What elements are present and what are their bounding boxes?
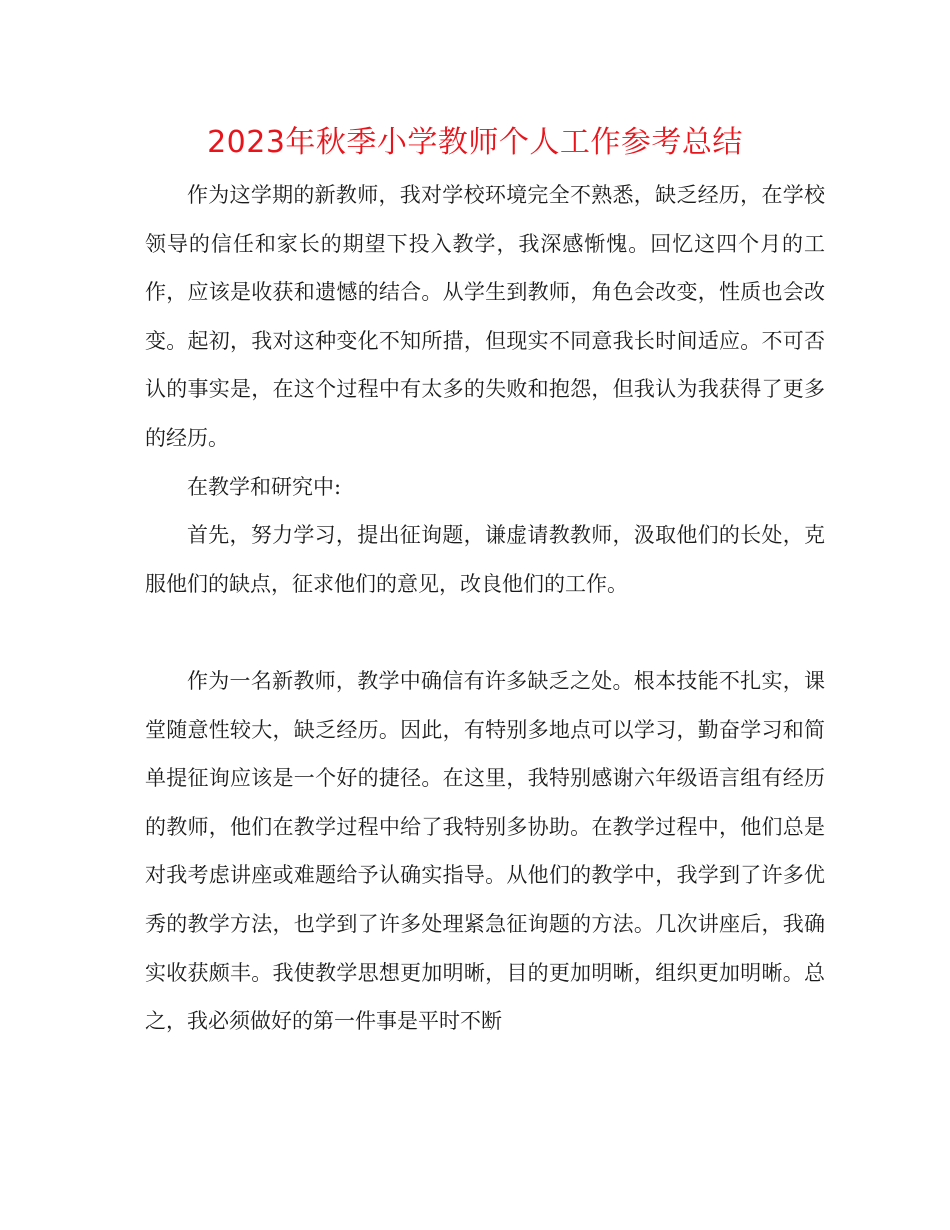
paragraph-teaching-research-heading: 在教学和研究中: — [187, 474, 342, 499]
document-body — [145, 171, 825, 1046]
document-title: 2023年秋季小学教师个人工作参考总结 — [207, 125, 743, 160]
paragraph-first-point: 首先，努力学习，提出征询题，谦虚请教教师，汲取他们的长处，克服他们的缺点，征求他们的意见，改良他们的工作。 — [145, 523, 825, 596]
paragraph-gap — [145, 608, 825, 657]
paragraph-new-teacher: 作为一名新教师，教学中确信有许多缺乏之处。根本技能不扎实，课堂随意性较大，缺乏经历。因此，有特别多地点可以学习，勤奋学习和简单提征询应该是一个好的捷径。在这里，我特别感谢六年级语言组有经历的教师，他们在教学过程中给了我特别多协助。在教学过程中，他们总是对我考虑讲座或难题给予认确实指导。从他们的教学中，我学到了许多优秀的教学方法，也学到了许多处理紧急征询题的方法。几次讲座后，我确实收获颇丰。我使教学思想更加明晰，目的更加明晰，组织更加明晰。总之，我必须做好的第一件事是平时不断 — [145, 668, 825, 1034]
paragraph-intro: 作为这学期的新教师，我对学校环境完全不熟悉，缺乏经历，在学校领导的信任和家长的期望下投入教学，我深感惭愧。回忆这四个月的工作，应该是收获和遗憾的结合。从学生到教师，角色会改变，性质也会改变。起初，我对这种变化不知所措，但现实不同意我长时间适应。不可否认的事实是，在这个过程中有太多的失败和抱怨，但我认为我获得了更多的经历。 — [145, 183, 825, 450]
